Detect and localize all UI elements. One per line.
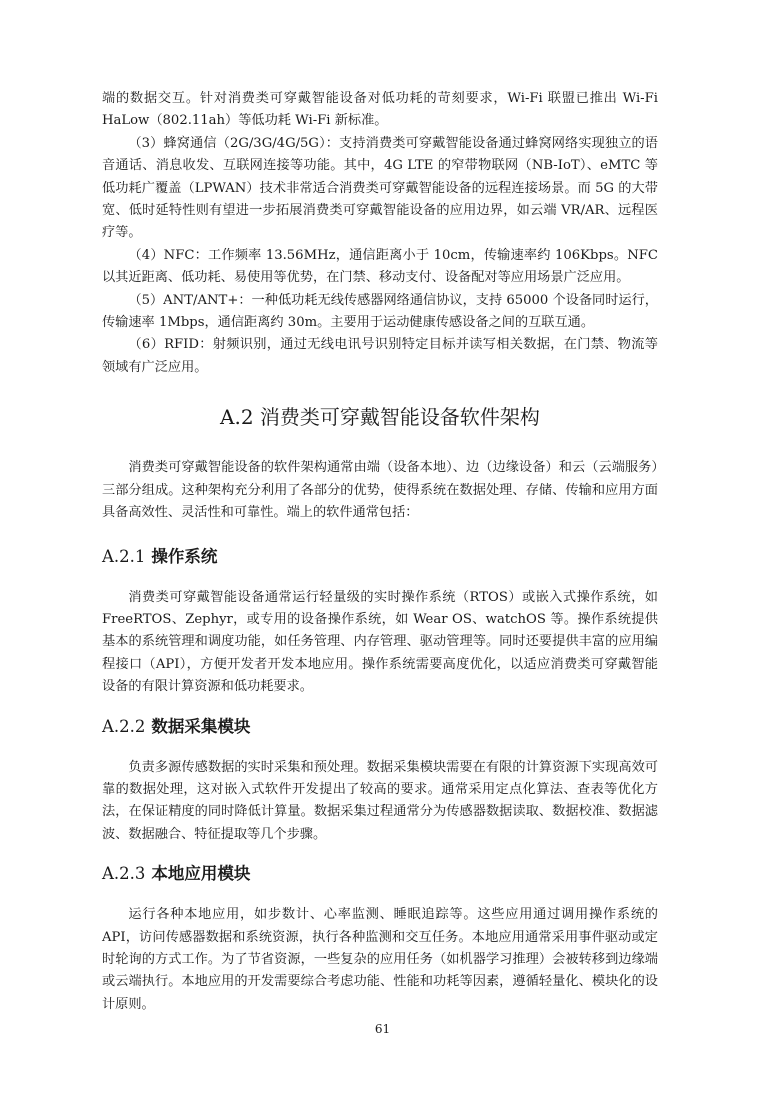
paragraph-ant: （5）ANT/ANT+：一种低功耗无线传感器网络通信协议，支持 65000 个设备同时运行，传输速率 1Mbps，通信距离约 30m。主要用于运动健康传感设备之间的互联互通。 — [102, 292, 658, 331]
subsection-heading-data-collection — [102, 715, 658, 739]
paragraph-wifi-end: 端的数据交互。针对消费类可穿戴智能设备对低功耗的苛刻要求，Wi-Fi 联盟已推出 Wi-Fi HaLow（802.11ah）等低功耗 Wi-Fi 新标准。 — [102, 91, 658, 129]
page-number: 61 — [374, 1022, 391, 1036]
subsection-heading-local-apps — [102, 862, 658, 886]
section-intro-paragraph: 消费类可穿戴智能设备的软件架构通常由端（设备本地）、边（边缘设备）和云（云端服务）三部分组成。这种架构充分利用了各部分的优势，使得系统在数据处理、存储、传输和应用方面具备高效性、灵活性和可靠性。端上的软件通常包括： — [102, 460, 658, 521]
subsection-number: A.2.1 — [102, 546, 146, 566]
subsection-heading-os — [102, 545, 658, 569]
paragraph-rfid: （6）RFID：射频识别，通过无线电讯号识别特定目标并读写相关数据，在门禁、物流等领域有广泛应用。 — [102, 337, 658, 375]
subsection-title: 操作系统 — [151, 546, 218, 566]
page-body — [102, 88, 658, 1016]
subsection-number: A.2.3 — [102, 864, 146, 884]
section-heading: A.2 消费类可穿戴智能设备软件架构 — [220, 405, 540, 430]
subsection-title: 数据采集模块 — [151, 716, 251, 736]
subsection-number: A.2.2 — [102, 716, 146, 736]
paragraph-cellular: （3）蜂窝通信（2G/3G/4G/5G）：支持消费类可穿戴智能设备通过蜂窝网络实现独立的语音通话、消息收发、互联网连接等功能。其中，4G LTE 的窄带物联网（NB-IoT）、eMTC 等低功耗广覆盖（LPWAN）技术非常适合消费类可穿戴智能设备的远程连接场景。而 5G 的大带宽、低时延特性则有望进一步拓展消费类可穿戴智能设备的应用边界，如云端 VR/AR、远程医疗等。 — [102, 135, 658, 241]
subsection-body-os: 消费类可穿戴智能设备通常运行轻量级的实时操作系统（RTOS）或嵌入式操作系统，如 FreeRTOS、Zephyr，或专用的设备操作系统，如 Wear OS、watchOS 等。操作系统提供基本的系统管理和调度功能，如任务管理、内存管理、驱动管理等。同时还要提供丰富的应用编程接口（API），方便开发者开发本地应用。操作系统需要高度优化，以适应消费类可穿戴智能设备的有限计算资源和低功耗要求。 — [102, 589, 658, 695]
subsection-body-local-apps: 运行各种本地应用，如步数计、心率监测、睡眠追踪等。这些应用通过调用操作系统的 API，访问传感器数据和系统资源，执行各种监测和交互任务。本地应用通常采用事件驱动或定时轮询的方式工作。为了节省资源，一些复杂的应用任务（如机器学习推理）会被转移到边缘端或云端执行。本地应用的开发需要综合考虑功能、性能和功耗等因素，遵循轻量化、模块化的设计原则。 — [102, 907, 658, 1012]
subsection-body-data-collection: 负责多源传感数据的实时采集和预处理。数据采集模块需要在有限的计算资源下实现高效可靠的数据处理，这对嵌入式软件开发提出了较高的要求。通常采用定点化算法、查表等优化方法，在保证精度的同时降低计算量。数据采集过程通常分为传感器数据读取、数据校准、数据滤波、数据融合、特征提取等几个步骤。 — [102, 759, 658, 842]
paragraph-nfc: （4）NFC：工作频率 13.56MHz，通信距离小于 10cm，传输速率约 106Kbps。NFC 以其近距离、低功耗、易使用等优势，在门禁、移动支付、设备配对等应用场景广泛应用。 — [102, 247, 658, 286]
subsection-title: 本地应用模块 — [151, 864, 251, 884]
